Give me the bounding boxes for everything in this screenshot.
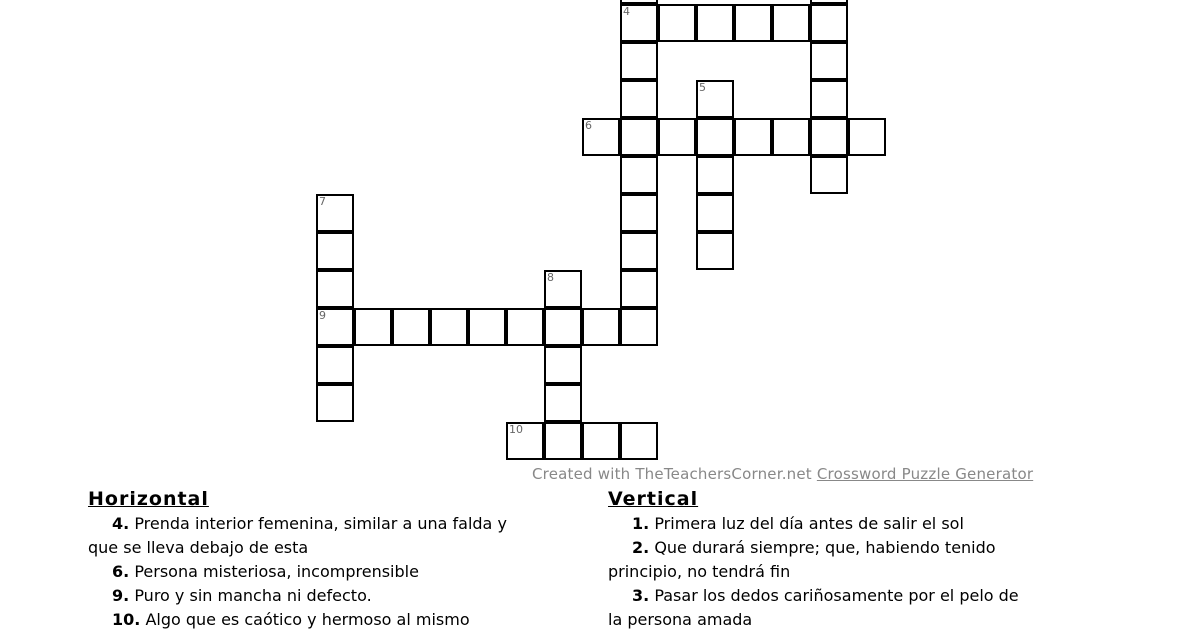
clue-down-3 bbox=[608, 584, 1108, 632]
grid-cell[interactable] bbox=[810, 156, 848, 194]
grid-cell[interactable] bbox=[620, 270, 658, 308]
grid-cell[interactable] bbox=[544, 422, 582, 460]
grid-cell[interactable] bbox=[392, 308, 430, 346]
grid-cell[interactable] bbox=[658, 4, 696, 42]
clue-text: Algo que es caótico y hermoso al mismo bbox=[145, 610, 470, 629]
clue-number: 10. bbox=[112, 610, 141, 629]
clue-text-cont: que se lleva debajo de esta bbox=[88, 538, 309, 557]
grid-cell[interactable] bbox=[544, 308, 582, 346]
grid-cell[interactable] bbox=[468, 308, 506, 346]
clue-across-9 bbox=[88, 584, 588, 608]
grid-cell[interactable] bbox=[734, 4, 772, 42]
cell-number: 6 bbox=[585, 119, 592, 132]
grid-cell[interactable] bbox=[544, 346, 582, 384]
grid-cell[interactable] bbox=[696, 194, 734, 232]
grid-cell[interactable] bbox=[354, 308, 392, 346]
grid-cell[interactable] bbox=[848, 118, 886, 156]
grid-cell[interactable] bbox=[696, 4, 734, 42]
grid-cell[interactable] bbox=[810, 118, 848, 156]
grid-cell[interactable] bbox=[620, 0, 658, 4]
down-clues bbox=[608, 486, 1108, 632]
clue-text: Puro y sin mancha ni defecto. bbox=[134, 586, 372, 605]
grid-cell[interactable] bbox=[316, 194, 354, 232]
clue-text-cont: la persona amada bbox=[608, 610, 753, 629]
grid-cell[interactable] bbox=[544, 270, 582, 308]
credit-line bbox=[532, 465, 1033, 483]
generator-link[interactable]: Crossword Puzzle Generator bbox=[816, 465, 1034, 483]
grid-cell[interactable] bbox=[506, 422, 544, 460]
clue-text: Persona misteriosa, incomprensible bbox=[134, 562, 419, 581]
cell-number: 10 bbox=[509, 423, 523, 436]
grid-cell[interactable] bbox=[810, 42, 848, 80]
clue-text: Prenda interior femenina, similar a una falda y bbox=[134, 514, 507, 533]
cell-number: 5 bbox=[699, 81, 706, 94]
cell-number: 9 bbox=[319, 309, 326, 322]
grid-cell[interactable] bbox=[506, 308, 544, 346]
grid-cell[interactable] bbox=[544, 384, 582, 422]
grid-cell[interactable] bbox=[316, 384, 354, 422]
across-clues bbox=[88, 486, 588, 632]
clue-text: Primera luz del día antes de salir el sol bbox=[654, 514, 964, 533]
clue-text: Pasar los dedos cariñosamente por el pelo de bbox=[654, 586, 1019, 605]
grid-cell[interactable] bbox=[620, 42, 658, 80]
clue-across-4 bbox=[88, 512, 588, 560]
grid-cell[interactable] bbox=[316, 270, 354, 308]
across-heading: Horizontal bbox=[88, 488, 209, 510]
grid-cell[interactable] bbox=[316, 308, 354, 346]
clue-number: 1. bbox=[632, 514, 650, 533]
grid-cell[interactable] bbox=[620, 422, 658, 460]
grid-cell[interactable] bbox=[316, 232, 354, 270]
grid-cell[interactable] bbox=[810, 0, 848, 4]
grid-cell[interactable] bbox=[582, 118, 620, 156]
grid-cell[interactable] bbox=[772, 4, 810, 42]
grid-cell[interactable] bbox=[620, 156, 658, 194]
grid-cell[interactable] bbox=[810, 80, 848, 118]
grid-cell[interactable] bbox=[582, 422, 620, 460]
grid-cell[interactable] bbox=[658, 118, 696, 156]
credit-text: Created with TheTeachersCorner.net bbox=[532, 465, 812, 483]
grid-cell[interactable] bbox=[430, 308, 468, 346]
clue-across-6 bbox=[88, 560, 588, 584]
grid-cell[interactable] bbox=[316, 346, 354, 384]
grid-cell[interactable] bbox=[620, 194, 658, 232]
cell-number: 8 bbox=[547, 271, 554, 284]
grid-cell[interactable] bbox=[696, 80, 734, 118]
clue-text: Que durará siempre; que, habiendo tenido bbox=[654, 538, 996, 557]
clue-number: 2. bbox=[632, 538, 650, 557]
grid-cell[interactable] bbox=[734, 118, 772, 156]
clue-number: 9. bbox=[112, 586, 130, 605]
grid-cell[interactable] bbox=[696, 118, 734, 156]
clue-number: 3. bbox=[632, 586, 650, 605]
clue-down-1 bbox=[608, 512, 1108, 536]
clue-number: 6. bbox=[112, 562, 130, 581]
grid-cell[interactable] bbox=[696, 156, 734, 194]
grid-cell[interactable] bbox=[810, 4, 848, 42]
clue-across-10 bbox=[88, 608, 588, 632]
cell-number: 7 bbox=[319, 195, 326, 208]
grid-cell[interactable] bbox=[696, 232, 734, 270]
grid-cell[interactable] bbox=[620, 308, 658, 346]
grid-cell[interactable] bbox=[582, 308, 620, 346]
clue-number: 4. bbox=[112, 514, 130, 533]
clue-down-2 bbox=[608, 536, 1108, 584]
down-heading: Vertical bbox=[608, 488, 699, 510]
grid-cell[interactable] bbox=[620, 4, 658, 42]
grid-cell[interactable] bbox=[620, 118, 658, 156]
grid-cell[interactable] bbox=[772, 118, 810, 156]
clue-text-cont: principio, no tendrá fin bbox=[608, 562, 791, 581]
grid-cell[interactable] bbox=[620, 232, 658, 270]
cell-number: 4 bbox=[623, 5, 630, 18]
grid-cell[interactable] bbox=[620, 80, 658, 118]
